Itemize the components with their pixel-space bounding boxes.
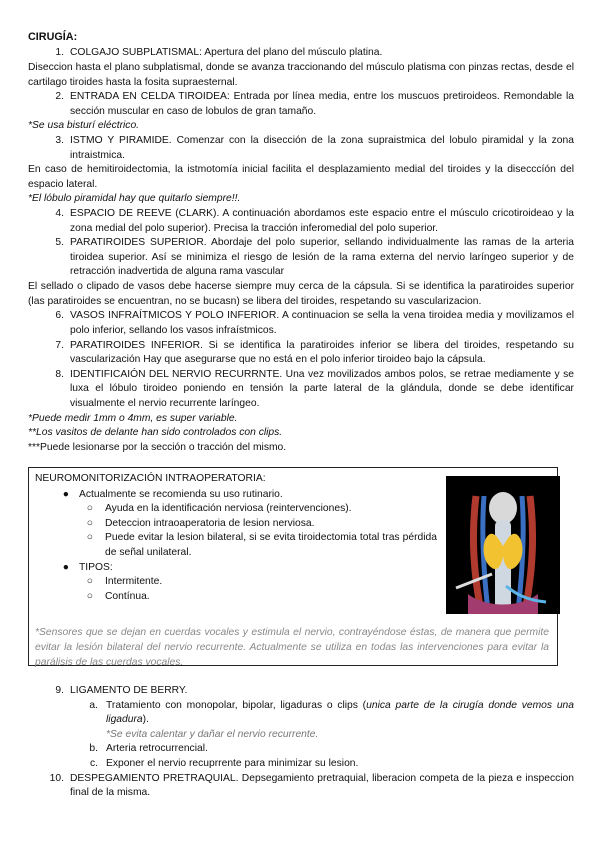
- step-number: 2.: [55, 91, 64, 103]
- sub-step-letter: c.: [89, 758, 98, 770]
- sub-step-c: [28, 757, 574, 772]
- lower-section: [28, 684, 574, 801]
- sub-bullet-text: Puede evitar la lesion bilateral, si se evita tiroidectomia total tras pérdida de señal unilateral.: [105, 532, 437, 559]
- paragraph: En caso de hemitiroidectomia, la istmotomía inicial facilita el desplazamiento medial del tiroides y la disecccíón del espacio lateral.: [28, 164, 574, 190]
- sub-bullet-text: Contínua.: [105, 590, 150, 602]
- note: **Los vasitos de delante han sido controlados con clips.: [28, 427, 283, 439]
- step-number: 6.: [55, 310, 64, 322]
- step-number: 3.: [55, 134, 64, 146]
- step-text: DESPEGAMIENTO PRETRAQUIAL. Depsegamiento pretraquial, liberacion competa de la pieza e inspeccion final de la misma.: [70, 772, 574, 799]
- sub-step-text: Arteria retrocurrencial.: [106, 743, 208, 755]
- note: *Puede medir 1mm o 4mm, es super variable.: [28, 412, 238, 424]
- sub-step-note: *Se evita calentar y dañar el nervio recurrente.: [106, 728, 319, 740]
- circle-bullet-icon: ○: [86, 590, 93, 602]
- step-2: [28, 90, 574, 119]
- step-number: 4.: [55, 208, 64, 220]
- step-1: [28, 46, 574, 61]
- step-text: ENTRADA EN CELDA TIROIDEA: Entrada por línea media, entre los muscuos pretiroideos. Remondable la sección muscular en caso de lobulos de gran tamaño.: [70, 91, 574, 117]
- step-text: VASOS INFRAÍTMICOS Y POLO INFERIOR. A continuacion se sella la vena tiroidea media y movilizamos el polo inferior, sellando los vasos infraístmicos.: [70, 310, 574, 336]
- box-title: NEUROMONITORIZACIÓN INTRAOPERATORIA:: [35, 473, 266, 484]
- step-text: IDENTIFICAIÓN DEL NERVIO RECURRNTE. Una vez movilizados ambos polos, se retrae mediamente y se luxa el lóbulo tiroideo poniendo en tensión la parte lateral de la glándula, donde se debe identificar visualmente el nervio recurrente laríngeo.: [70, 368, 574, 409]
- step-text: ISTMO Y PIRAMIDE. Comenzar con la disección de la zona supraistmica del lobulo piramidal y la zona intraistmica.: [70, 134, 574, 161]
- sub-step-italic: unica parte de la cirugía donde vemos una ligadura: [106, 699, 574, 726]
- note: ***Puede lesionarse por la sección o tracción del mismo.: [28, 441, 287, 453]
- step-6: [28, 309, 574, 338]
- thyroid-illustration: [446, 476, 560, 614]
- step-number: 10.: [49, 772, 64, 784]
- circle-bullet-icon: ○: [86, 576, 93, 588]
- circle-bullet-icon: ○: [86, 532, 93, 544]
- neuromonitoring-box: [28, 467, 558, 666]
- step-8: [28, 368, 574, 412]
- bullet-icon: ●: [62, 561, 69, 573]
- step-text: LIGAMENTO DE BERRY.: [70, 685, 188, 696]
- sub-step-text-main: Tratamiento con monopolar, bipolar, ligaduras o clips (: [106, 699, 367, 711]
- circle-bullet-icon: ○: [86, 517, 93, 529]
- sub-step-text-end: ).: [142, 714, 149, 726]
- step-number: 1.: [55, 47, 64, 59]
- section-title: CIRUGÍA:: [28, 31, 78, 43]
- step-text: PARATIROIDES SUPERIOR. Abordaje del polo superior, sellando individualmente las ramas de la arteria tiroidea superior. Así se minimiza el riesgo de lesión de la rama externa del nervio laríngeo superior y de retracción inadvertida de alguna rama vascular: [70, 237, 574, 278]
- step-5: [28, 236, 574, 280]
- step-text: PARATIROIDES INFERIOR. Si se identifica la paratiroides inferior se libera del tiroides, respetando su vascularización Hay que asegurarse que no está en el polo inferior tiroideo bajo la cápsula.: [70, 339, 574, 366]
- step-text: COLGAJO SUBPLATISMAL: Apertura del plano del músculo platina.: [70, 47, 383, 59]
- sub-step-b: [28, 742, 574, 757]
- sub-step-letter: b.: [89, 743, 98, 755]
- step-number: 8.: [55, 368, 64, 380]
- sub-bullet-text: Intermitente.: [105, 576, 163, 588]
- surgery-section: [28, 30, 574, 455]
- note: *Se usa bisturí eléctrico.: [28, 120, 140, 132]
- step-7: [28, 339, 574, 368]
- paragraph: El sellado o clipado de vasos debe hacerse siempre muy cerca de la cápsula. Si se identifica la paratiroides superior (las paratiroides se encuentran, no se bucasn) se libera del tiroides, respetando su vascularizacion.: [28, 281, 574, 307]
- step-3: [28, 134, 574, 163]
- step-number: 5.: [55, 237, 64, 249]
- circle-bullet-icon: ○: [86, 503, 93, 515]
- bullet-icon: ●: [62, 488, 69, 500]
- sub-bullet-item: [35, 517, 427, 532]
- step-10: [28, 772, 574, 801]
- bullet-text: TIPOS:: [79, 561, 113, 573]
- step-4: [28, 207, 574, 236]
- sub-step-a: [28, 699, 574, 728]
- step-number: 7.: [55, 339, 64, 351]
- sub-bullet-item: [35, 502, 427, 517]
- sub-step-text: [106, 699, 574, 728]
- box-note: *Sensores que se dejan en cuerdas vocales y estimula el nervio, contrayéndose éstas, de manera que permite evitar la lesión bilateral del nervio recurrente. Actualmente se utiliza en todas las intervenciones para evitar la parálisis de las cuerdas vocales.: [35, 627, 549, 668]
- thyroid-anatomy-icon: [446, 476, 560, 614]
- sub-bullet-item: [35, 531, 437, 560]
- step-number: 9.: [55, 685, 64, 696]
- sub-step-text: Exponer el nervio recuprrente para minimizar su lesion.: [106, 758, 359, 770]
- step-text: ESPACIO DE REEVE (CLARK). A continuación abordamos este espacio entre el músculo cricotiroideao y la zona medial del polo superior). Precisa la tracción inferomedial del polo superior.: [70, 208, 574, 234]
- sub-bullet-text: Ayuda en la identificación nerviosa (reintervenciones).: [105, 503, 352, 515]
- bullet-text: Actualmente se recomienda su uso rutinario.: [79, 488, 283, 500]
- paragraph: Diseccion hasta el plano subplatismal, donde se avanza traccionando del músculo platisma con pinzas rectas, desde el cartilago tiroides hasta la fosita supraesternal.: [28, 61, 574, 88]
- step-9: [28, 684, 574, 699]
- sub-step-letter: a.: [89, 699, 98, 711]
- sub-bullet-text: Deteccion intraoaperatoria de lesion nerviosa.: [105, 517, 315, 529]
- note: *El lóbulo piramidal hay que quitarlo siempre!!.: [28, 193, 241, 205]
